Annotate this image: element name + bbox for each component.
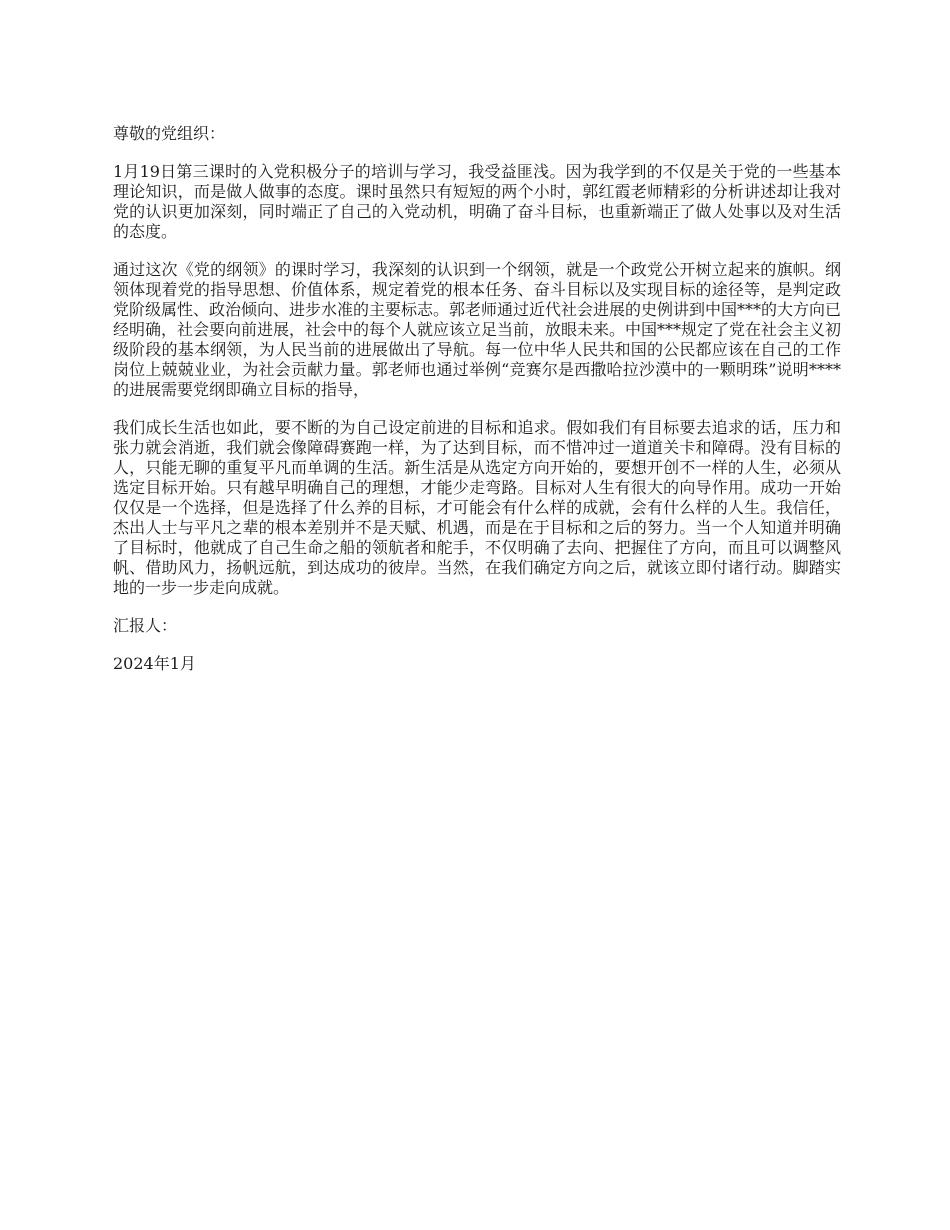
document-page (113, 124, 841, 692)
paragraph-3: 我们成长生活也如此，要不断的为自己设定前进的目标和追求。假如我们有目标要去追求的话，压力和张力就会消逝，我们就会像障碍赛跑一样，为了达到目标，而不惜冲过一道道关卡和障碍。没有目标的人，只能无聊的重复平凡而单调的生活。新生活是从选定方向开始的，要想开创不一样的人生，必须从选定目标开始。只有越早明确自己的理想，才能少走弯路。目标对人生有很大的向导作用。成功一开始仅仅是一个选择，但是选择了什么养的目标，才可能会有什么样的成就，会有什么样的人生。我信任，杰出人士与平凡之辈的根本差别并不是天赋、机遇，而是在于目标和之后的努力。当一个人知道并明确了目标时，他就成了自己生命之船的领航者和舵手，不仅明确了去向、把握住了方向，而且可以调整风帆、借助风力，扬帆远航，到达成功的彼岸。当然，在我们确定方向之后，就该立即付诸行动。脚踏实地的一步一步走向成就。 (113, 418, 841, 597)
date-line: 2024年1月 (113, 654, 196, 673)
salutation: 尊敬的党组织： (113, 124, 226, 143)
paragraph-1: 1月19日第三课时的入党积极分子的培训与学习，我受益匪浅。因为我学到的不仅是关于党的一些基本理论知识，而是做人做事的态度。课时虽然只有短短的两个小时，郭红霞老师精彩的分析讲述却让我对党的认识更加深刻，同时端正了自己的入党动机，明确了奋斗目标，也重新端正了做人处事以及对生活的态度。 (113, 162, 841, 241)
paragraph-2: 通过这次《党的纲领》的课时学习，我深刻的认识到一个纲领，就是一个政党公开树立起来的旗帜。纲领体现着党的指导思想、价值体系，规定着党的根本任务、奋斗目标以及实现目标的途径等，是判定政党阶级属性、政治倾向、进步水准的主要标志。郭老师通过近代社会进展的史例讲到中国***的大方向已经明确，社会要向前进展，社会中的每个人就应该立足当前，放眼未来。中国***规定了党在社会主义初级阶段的基本纲领，为人民当前的进展做出了导航。每一位中华人民共和国的公民都应该在自己的工作岗位上兢兢业业，为社会贡献力量。郭老师也通过举例“竞赛尔是西撒哈拉沙漠中的一颗明珠”说明****的进展需要党纲即确立目标的指导， (113, 260, 842, 399)
reporter-line: 汇报人： (113, 616, 178, 635)
